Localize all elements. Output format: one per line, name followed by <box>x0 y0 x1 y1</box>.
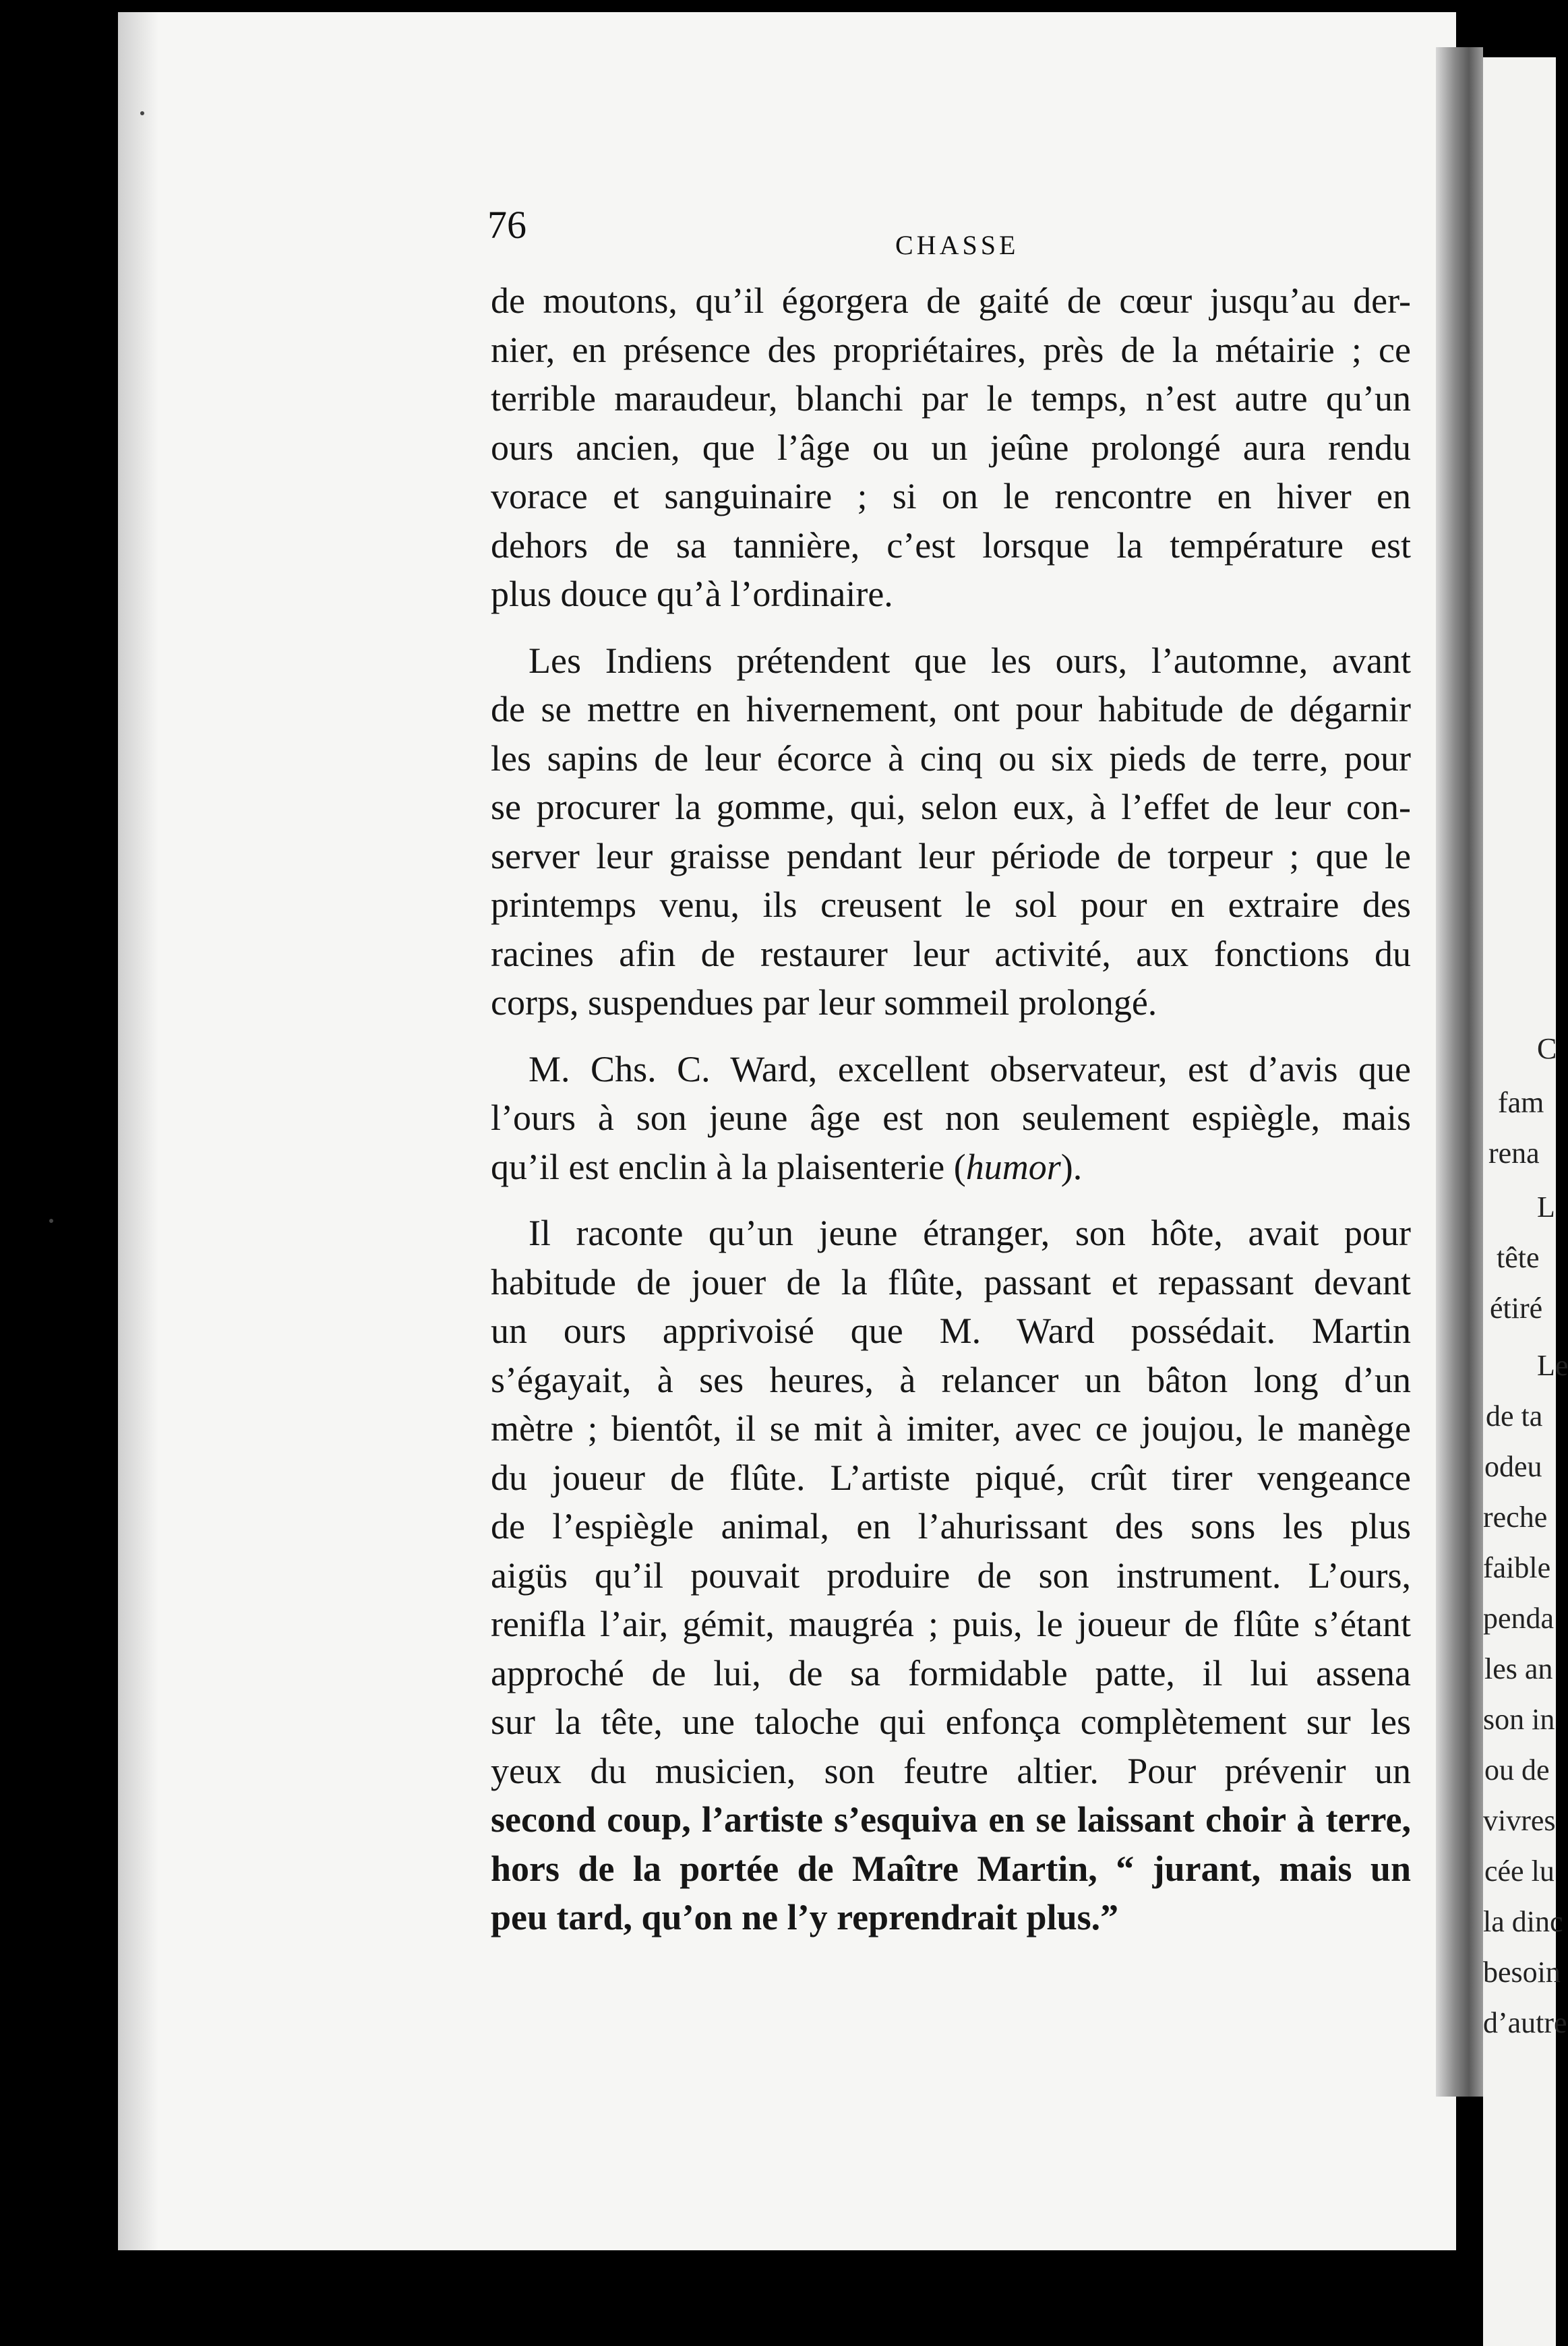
text-line: nier, en présence des propriétaires, près de la métairie ; ce <box>491 329 1411 370</box>
text-line: renifla l’air, gémit, maugréa ; puis, le joueur de flûte s’étant <box>491 1604 1411 1644</box>
facing-page-line: fam <box>1498 1086 1544 1119</box>
italic-word: humor <box>965 1146 1061 1187</box>
text-line: habitude de jouer de la flûte, passant et repassant devant <box>491 1261 1411 1302</box>
text-line: ours ancien, que l’âge ou un jeûne prolongé aura rendu <box>491 427 1411 468</box>
text-line: aigüs qu’il pouvait produire de son instrument. L’ours, <box>491 1555 1411 1596</box>
text-line: yeux du musicien, son feutre altier. Pour prévenir un <box>491 1750 1411 1791</box>
facing-page-line: penda <box>1483 1602 1555 1635</box>
page-edge-shadow <box>118 12 158 2250</box>
facing-page-line: d’autre <box>1483 2006 1567 2039</box>
facing-page-line: la dinc <box>1483 1905 1563 1938</box>
book-gutter <box>1436 47 1483 2097</box>
paragraph-4 <box>491 1209 1411 1942</box>
facing-page-line: reche <box>1483 1501 1548 1534</box>
text-line: de moutons, qu’il égorgera de gaité de cœur jusqu’au der- <box>491 280 1411 321</box>
text-line: second coup, l’artiste s’esquiva en se laissant choir à terre, <box>491 1799 1411 1840</box>
text-line: du joueur de flûte. L’artiste piqué, crût tirer vengeance <box>491 1457 1411 1498</box>
text-line: un ours apprivoisé que M. Ward possédait. Martin <box>491 1311 1411 1351</box>
text-line: M. Chs. C. Ward, excellent observateur, est d’avis que <box>529 1048 1411 1089</box>
text-line: de l’espiègle animal, en l’ahurissant des sons les plus <box>491 1506 1411 1546</box>
text-line: se procurer la gomme, qui, selon eux, à l’effet de leur con- <box>491 787 1411 827</box>
text-line: s’égayait, à ses heures, à relancer un bâton long d’un <box>491 1359 1411 1400</box>
text-line: Il raconte qu’un jeune étranger, son hôte, avait pour <box>529 1213 1411 1253</box>
facing-page-line: C <box>1537 1032 1557 1065</box>
facing-page-line: vivres <box>1483 1804 1556 1837</box>
scan-speck <box>49 1219 53 1223</box>
facing-page-line: les an <box>1484 1652 1553 1685</box>
facing-page-line: son in <box>1483 1703 1555 1736</box>
text-line: hors de la portée de Maître Martin, “ jurant, mais un <box>491 1848 1411 1889</box>
text-line: sur la tête, une taloche qui enfonça complètement sur les <box>491 1702 1411 1742</box>
paragraph-1 <box>491 276 1411 619</box>
body-text <box>491 276 1411 1942</box>
text-line: l’ours à son jeune âge est non seulement espiègle, mais <box>491 1097 1411 1138</box>
text-line: plus douce qu’à l’ordinaire. <box>491 574 893 614</box>
text-line: dehors de sa tannière, c’est lorsque la température est <box>491 524 1411 566</box>
facing-page-line: ou de <box>1484 1753 1550 1786</box>
facing-page-line: rena <box>1488 1137 1540 1170</box>
text-line: vorace et sanguinaire ; si on le rencontre en hiver en <box>491 476 1411 516</box>
text-line: Les Indiens prétendent que les ours, l’automne, avant <box>529 640 1411 681</box>
text-line: racines afin de restaurer leur activité, aux fonctions du <box>491 933 1411 974</box>
facing-page-line: besoin <box>1483 1956 1561 1989</box>
text-line: server leur graisse pendant leur période de torpeur ; que le <box>491 835 1411 876</box>
facing-page-line: odeu <box>1484 1450 1542 1483</box>
text-line: de se mettre en hivernement, ont pour habitude de dégarnir <box>491 689 1411 729</box>
text-line: approché de lui, de sa formidable patte, il lui assena <box>491 1652 1411 1693</box>
facing-page-line: cée lu <box>1484 1855 1555 1888</box>
paragraph-2 <box>491 636 1411 1027</box>
facing-page-line: de ta <box>1486 1400 1543 1433</box>
text-line: corps, suspendues par leur sommeil prolongé. <box>491 982 1157 1023</box>
page-number: 76 <box>487 203 526 247</box>
facing-page <box>1483 57 1568 2346</box>
running-head: CHASSE <box>895 230 1019 260</box>
scan-speck <box>140 111 144 115</box>
text-line: terrible maraudeur, blanchi par le temps, n’est autre qu’un <box>491 378 1411 419</box>
paragraph-3 <box>491 1045 1411 1192</box>
facing-page-line: L <box>1537 1191 1555 1224</box>
facing-page-line: tête <box>1497 1241 1540 1274</box>
facing-page-text <box>1483 57 1568 2346</box>
facing-page-line: étiré <box>1490 1292 1543 1325</box>
text-line: qu’il est enclin à la plaisenterie (humor). <box>491 1146 1083 1187</box>
facing-page-line: faible <box>1483 1551 1551 1584</box>
text-line: les sapins de leur écorce à cinq ou six pieds de terre, pour <box>491 738 1411 779</box>
text-line: mètre ; bientôt, il se mit à imiter, avec ce joujou, le manège <box>491 1408 1411 1449</box>
text-line: peu tard, qu’on ne l’y reprendrait plus.” <box>491 1897 1119 1937</box>
facing-page-line: Le <box>1537 1349 1568 1382</box>
text-line: printemps venu, ils creusent le sol pour en extraire des <box>491 884 1411 925</box>
